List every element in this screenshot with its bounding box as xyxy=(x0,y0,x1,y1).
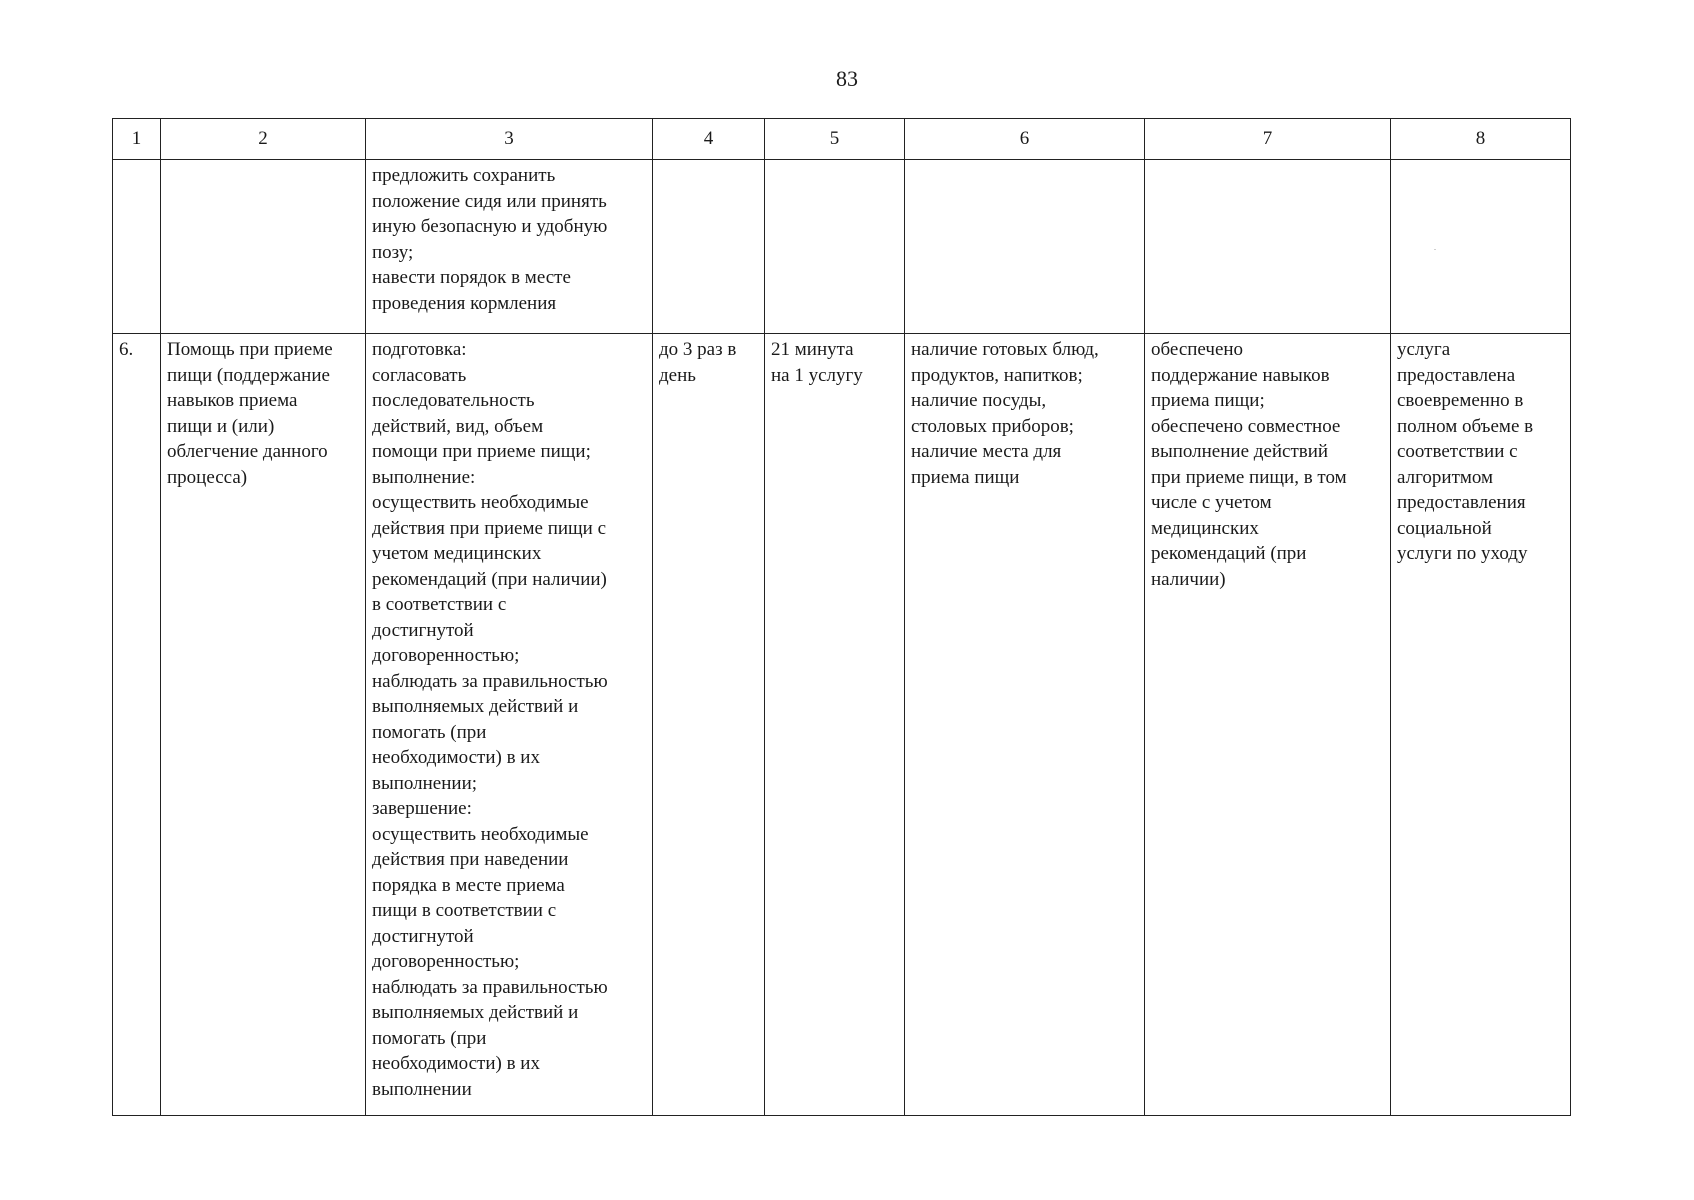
duration-cell xyxy=(765,160,905,334)
row-number-cell: 6. xyxy=(113,334,161,1116)
scan-artifact xyxy=(1434,249,1436,250)
quality-cell: услуга предоставлена своевременно в полном объеме в соответствии с алгоритмом предоставления социальной услуги по уходу xyxy=(1391,334,1571,1116)
result-cell: обеспечено поддержание навыков приема пищи; обеспечено совместное выполнение действий при приеме пищи, в том числе с учетом медицинских рекомендаций (при наличии) xyxy=(1145,334,1391,1116)
column-header: 2 xyxy=(161,119,366,160)
column-header: 6 xyxy=(905,119,1145,160)
quality-cell xyxy=(1391,160,1571,334)
header-row xyxy=(113,119,1571,160)
conditions-cell: наличие готовых блюд, продуктов, напитков; наличие посуды, столовых приборов; наличие места для приема пищи xyxy=(905,334,1145,1116)
service-name-cell xyxy=(161,160,366,334)
service-steps-cell: подготовка: согласовать последовательность действий, вид, объем помощи при приеме пищи; выполнение: осуществить необходимые действия при приеме пищи с учетом медицинских рекомендаций (при наличии) в соответствии с достигнутой договоренностью; наблюдать за правильностью выполняемых действий и помогать (при необходимости) в их выполнении; завершение: осуществить необходимые действия при наведении порядка в месте приема пищи в соответствии с достигнутой договоренностью; наблюдать за правильностью выполняемых действий и помогать (при необходимости) в их выполнении xyxy=(366,334,653,1116)
column-header: 8 xyxy=(1391,119,1571,160)
column-header: 1 xyxy=(113,119,161,160)
conditions-cell xyxy=(905,160,1145,334)
column-header: 7 xyxy=(1145,119,1391,160)
service-steps-cell: предложить сохранить положение сидя или принять иную безопасную и удобную позу; навести порядок в месте проведения кормления xyxy=(366,160,653,334)
result-cell xyxy=(1145,160,1391,334)
duration-cell: 21 минута на 1 услугу xyxy=(765,334,905,1116)
column-header: 4 xyxy=(653,119,765,160)
services-table xyxy=(112,118,1571,1116)
table-row xyxy=(113,334,1571,1116)
row-number-cell xyxy=(113,160,161,334)
page-number: 83 xyxy=(836,66,858,91)
table-row xyxy=(113,160,1571,334)
column-header: 5 xyxy=(765,119,905,160)
column-header: 3 xyxy=(366,119,653,160)
frequency-cell: до 3 раз в день xyxy=(653,334,765,1116)
service-name-cell: Помощь при приеме пищи (поддержание навыков приема пищи и (или) облегчение данного процесса) xyxy=(161,334,366,1116)
frequency-cell xyxy=(653,160,765,334)
